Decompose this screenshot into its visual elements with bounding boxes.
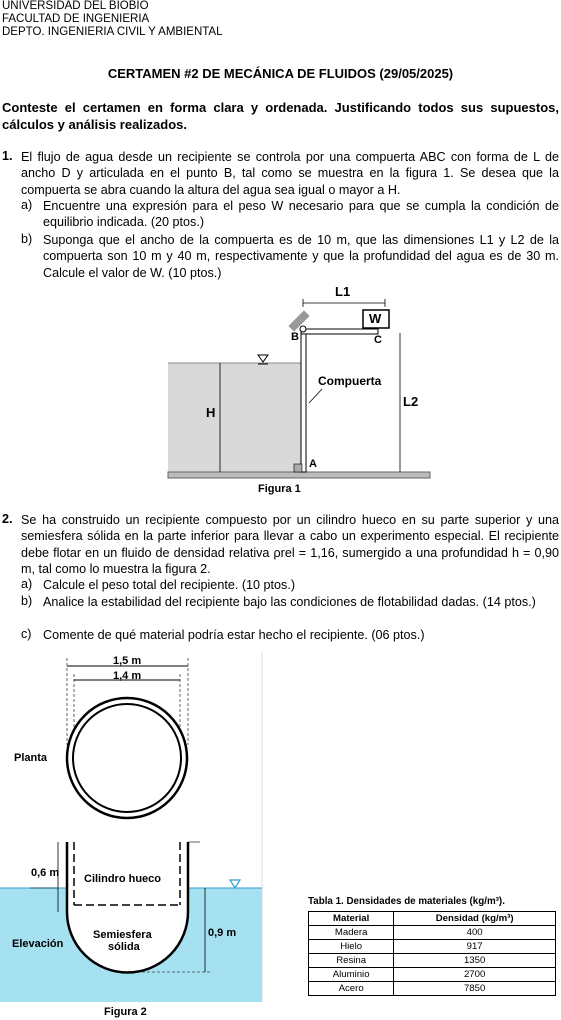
- q1b-text: Suponga que el ancho de la compuerta es de 10 m, que las dimensiones L1 y L2 de la compuerta son 10 m y 40 m, respectivamente y que la profundidad del agua es de 30 m. Calcule el valor de W. (10 ptos.): [43, 233, 559, 280]
- table-row: [309, 926, 556, 940]
- department-name: DEPTO. INGENIERIA CIVIL Y AMBIENTAL: [2, 26, 223, 38]
- dim-inner-diameter: 1,4 m: [113, 670, 142, 682]
- fig1-label-compuerta: Compuerta: [318, 374, 382, 388]
- material-cell: Acero: [309, 982, 394, 996]
- fig1-label-H: H: [206, 405, 216, 420]
- table-1-caption: Tabla 1. Densidades de materiales (kg/m³).: [308, 896, 505, 907]
- table-row: [309, 940, 556, 954]
- material-cell: Resina: [309, 954, 394, 968]
- q2a-label: a): [21, 577, 33, 591]
- q2a-text: Calcule el peso total del recipiente. (10 ptos.): [43, 578, 296, 592]
- q1-number: 1.: [2, 149, 13, 163]
- figure-1-diagram: [160, 283, 440, 483]
- university-name: UNIVERSIDAD DEL BIOBIO: [2, 0, 149, 12]
- label-solida: sólida: [108, 941, 140, 953]
- q2-intro: Se ha construido un recipiente compuesto por un cilindro hueco en su parte superior y una semiesfera sólida en la parte inferior para llevar a cabo un experimento especial. El recipiente debe flotar en un fluido de densidad relativa ρrel = 1,16, sumergido a una profundidad h = 0,90 m, tal como lo muestra la figura 2.: [21, 513, 559, 576]
- fig1-label-W: W: [369, 311, 382, 326]
- table-row: [309, 982, 556, 996]
- q2-number: 2.: [2, 512, 13, 526]
- figure-2-caption: Figura 2: [104, 1006, 147, 1018]
- fig1-label-B: B: [291, 331, 299, 343]
- q2c-text: Comente de qué material podría estar hecho el recipiente. (06 ptos.): [43, 628, 425, 642]
- exam-title: CERTAMEN #2 DE MECÁNICA DE FLUIDOS (29/05/2025): [107, 66, 454, 81]
- dim-cylinder-height: 0,6 m: [31, 867, 60, 879]
- fig1-label-A: A: [309, 458, 317, 470]
- table-header-material: Material: [309, 912, 394, 926]
- density-cell: 7850: [394, 982, 556, 996]
- figure-2-diagram: [0, 650, 300, 1010]
- q2b-label: b): [21, 594, 33, 608]
- q1a-text: Encuentre una expresión para el peso W necesario para que se cumpla la condición de equilibrio indicada. (20 ptos.): [43, 199, 559, 230]
- gate-vertical: [301, 331, 306, 472]
- label-elevacion: Elevación: [12, 938, 64, 950]
- material-cell: Hielo: [309, 940, 394, 954]
- plan-inner-circle: [73, 704, 181, 812]
- fig1-label-L2: L2: [403, 394, 419, 409]
- faculty-name: FACULTAD DE INGENIERIA: [2, 13, 150, 25]
- density-cell: 1350: [394, 954, 556, 968]
- q1b-label: b): [21, 232, 33, 246]
- density-cell: 917: [394, 940, 556, 954]
- water-body-fig1: [168, 363, 301, 473]
- water-level-icon: [258, 355, 268, 362]
- material-cell: Madera: [309, 926, 394, 940]
- material-cell: Aluminio: [309, 968, 394, 982]
- density-cell: 400: [394, 926, 556, 940]
- fig1-label-L1: L1: [335, 284, 351, 299]
- q1a-label: a): [21, 198, 33, 212]
- table-header-density: Densidad (kg/m³): [394, 912, 556, 926]
- q2c-label: c): [21, 627, 32, 641]
- fig1-label-C: C: [374, 334, 382, 346]
- water-level-icon-fig2: [230, 880, 240, 888]
- dim-submerged-depth: 0,9 m: [208, 927, 237, 939]
- hinge-pin: [300, 326, 306, 332]
- density-cell: 2700: [394, 968, 556, 982]
- table-row: [309, 968, 556, 982]
- figure-1-caption: Figura 1: [258, 483, 301, 495]
- instructions: Conteste el certamen en forma clara y ordenada. Justificando todos sus supuestos, cálculos y análisis realizados.: [2, 100, 559, 132]
- q1-intro: El flujo de agua desde un recipiente se controla por una compuerta ABC con forma de L de ancho D y articulada en el punto B, tal como se muestra en la figura 1. Se desea que la compuerta se abra cuando la altura del agua sea igual o mayor a H.: [21, 150, 559, 197]
- ground: [168, 472, 430, 478]
- label-planta: Planta: [14, 752, 48, 764]
- table-row: [309, 954, 556, 968]
- label-semiesfera: Semiesfera: [93, 929, 152, 941]
- dim-outer-diameter: 1,5 m: [113, 655, 142, 667]
- gate-horizontal: [301, 329, 378, 334]
- q2b-text: Analice la estabilidad del recipiente bajo las condiciones de flotabilidad dadas. (14 ptos.): [43, 595, 536, 609]
- label-cilindro-hueco: Cilindro hueco: [84, 873, 161, 885]
- materials-density-table: [308, 911, 556, 996]
